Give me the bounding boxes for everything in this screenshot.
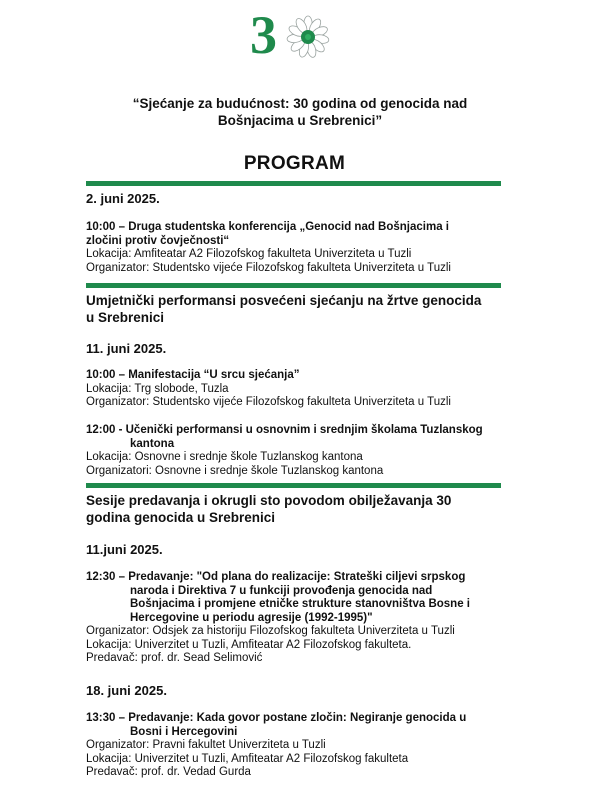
event-organizer: Organizatori: Osnovne i srednje škole Tuzlanskog kantona: [86, 464, 384, 477]
event-title: 10:00 – Druga studentska konferencija „Genocid nad Bošnjacima i: [86, 221, 450, 233]
lecture-title: 12:30 – Predavanje: "Od plana do realizacije: Strateški ciljevi srpskog: [86, 571, 466, 583]
lecture-location: Lokacija: Univerzitet u Tuzli, Amfiteatar A2 Filozofskog fakulteta: [86, 752, 409, 765]
lecture-title: naroda i Direktiva 7 u funkciji provođenja genocida nad: [130, 584, 433, 597]
date-heading: 2. juni 2025.: [86, 191, 160, 206]
lecture-location: Lokacija: Univerzitet u Tuzli, Amfiteatar A2 Filozofskog fakulteta.: [86, 638, 412, 651]
title-line-1: “Sjećanje za budućnost: 30 godina od genocida nad: [132, 96, 468, 111]
divider-bar: [86, 181, 501, 186]
event-title: 12:00 - Učenički performansi u osnovnim i srednjim školama Tuzlanskog: [86, 424, 483, 436]
date-heading: 11.juni 2025.: [86, 542, 163, 557]
lecture-lecturer: Predavač: prof. dr. Sead Selimović: [86, 652, 263, 664]
lecture-block: [86, 571, 502, 666]
srebrenica-flower-icon: [286, 15, 330, 59]
lecture-organizer: Organizator: Odsjek za historiju Filozofskog fakulteta Univerziteta u Tuzli: [86, 625, 455, 637]
date-heading: 18. juni 2025.: [86, 683, 167, 698]
date-heading: 11. juni 2025.: [86, 341, 167, 356]
event-location: Lokacija: Amfiteatar A2 Filozofskog fakulteta Univerziteta u Tuzli: [86, 248, 412, 260]
section-heading: [86, 292, 506, 326]
event-title: zločini protiv čovječnosti“: [86, 234, 230, 247]
divider-bar: [86, 283, 501, 288]
lecture-title: Hercegovine u periodu agresije (1992-1995)": [130, 611, 373, 624]
lecture-title: Bošnjacima i promjene etničke strukture stanovništva Bosne i: [130, 598, 470, 610]
event-organizer: Organizator: Studentsko vijeće Filozofskog fakulteta Univerziteta u Tuzli: [86, 396, 451, 408]
title-line-2: Bošnjacima u Srebrenici”: [217, 113, 383, 128]
event-block: [86, 369, 502, 410]
event-organizer: Organizator: Studentsko vijeće Filozofskog fakulteta Univerziteta u Tuzli: [86, 261, 451, 274]
logo: [246, 6, 346, 68]
divider-bar: [86, 483, 501, 488]
section-heading: [86, 492, 506, 526]
event-location: Lokacija: Trg slobode, Tuzla: [86, 382, 229, 395]
lecture-title: 13:30 – Predavanje: Kada govor postane zločin: Negiranje genocida u: [86, 712, 467, 724]
lecture-block: [86, 712, 502, 780]
section-heading-line: Sesije predavanja i okrugli sto povodom obilježavanja 30: [86, 493, 452, 508]
event-title: kantona: [130, 437, 175, 450]
event-location: Lokacija: Osnovne i srednje škole Tuzlanskog kantona: [86, 451, 363, 463]
lecture-title: Bosni i Hercegovini: [130, 725, 238, 738]
document-title: [100, 95, 500, 129]
section-heading-line: Umjetnički performansi posvećeni sjećanju na žrtve genocida: [86, 293, 482, 308]
event-block: [86, 424, 502, 478]
lecture-organizer: Organizator: Pravni fakultet Univerziteta u Tuzli: [86, 739, 326, 751]
event-title: 10:00 – Manifestacija “U srcu sjećanja”: [86, 369, 300, 381]
program-heading: PROGRAM: [243, 153, 346, 174]
section-heading-line: u Srebrenici: [86, 310, 165, 325]
section-heading-line: godina genocida u Srebrenici: [86, 510, 276, 525]
lecture-lecturer: Predavač: prof. dr. Vedad Gurda: [86, 766, 251, 778]
event-block: [86, 221, 502, 275]
logo-number: 3: [250, 5, 277, 65]
